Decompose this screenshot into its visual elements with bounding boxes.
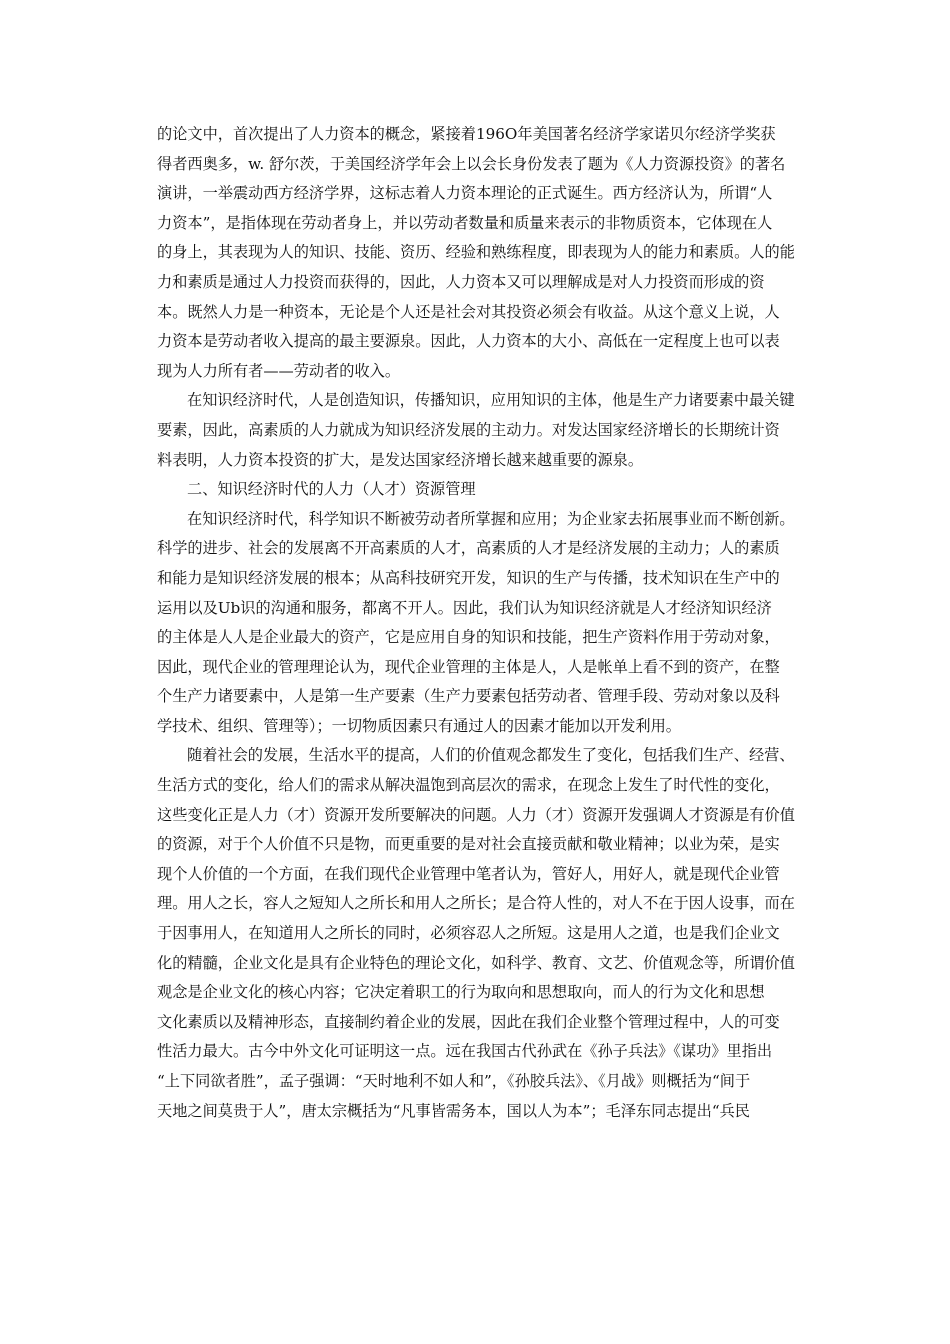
text-line: 力资本”，是指体现在劳动者身上，并以劳动者数量和质量来表示的非物质资本，它体现在人 (157, 213, 773, 232)
body-text (157, 120, 797, 1126)
text-line: 性活力最大。古今中外文化可证明这一点。远在我国古代孙武在《孙子兵法》《谋功》里指出 (157, 1042, 773, 1061)
text-line: 科学的进步、社会的发展离不开高素质的人才，高素质的人才是经济发展的主动力；人的素质 (157, 539, 780, 558)
text-line: 演讲，一举震动西方经济学界，这标志着人力资本理论的正式诞生。西方经济认为，所谓“人 (157, 184, 773, 203)
text-line: 生活方式的变化，给人们的需求从解决温饱到高层次的需求，在现念上发生了时代性的变化， (157, 776, 780, 795)
text-line: 天地之间莫贵于人”，唐太宗概括为“凡事皆需务本，国以人为本”；毛泽东同志提出“兵民 (157, 1101, 750, 1120)
text-line: 理。用人之长，容人之短知人之所长和用人之所长；是合符人性的，对人不在于因人设事，而在 (157, 894, 795, 913)
text-line: 这些变化正是人力（才）资源开发所要解决的问题。人力（才）资源开发强调人才资源是有价值 (157, 805, 795, 824)
text-line: 观念是企业文化的核心内容；它决定着职工的行为取向和思想取向，而人的行为文化和思想 (157, 983, 765, 1002)
text-line: 的主体是人人是企业最大的资产，它是应用自身的知识和技能，把生产资料作用于劳动对象， (157, 628, 780, 647)
text-line: 现为人力所有者——劳动者的收入。 (157, 361, 400, 380)
text-line: 个生产力诸要素中，人是第一生产要素（生产力要素包括劳动者、管理手段、劳动对象以及科 (157, 687, 780, 706)
text-line: 因此，现代企业的管理理论认为，现代企业管理的主体是人，人是帐单上看不到的资产，在整 (157, 657, 780, 676)
text-line: 和能力是知识经济发展的根本；从高科技研究开发，知识的生产与传播，技术知识在生产中的 (157, 568, 780, 587)
text-line: “上下同欲者胜”，孟子强调：“天时地利不如人和”，《孙胶兵法》、《月战》则概括为“间于 (157, 1072, 751, 1090)
text-line: 运用以及Ub识的沟通和服务，都离不开人。因此，我们认为知识经济就是人才经济知识经济 (157, 598, 772, 617)
text-line: 现个人价值的一个方面，在我们现代企业管理中笔者认为，管好人，用好人，就是现代企业管 (157, 864, 780, 883)
paragraph-first-line: 二、知识经济时代的人力（人才）资源管理 (187, 480, 476, 499)
text-line: 文化素质以及精神形态，直接制约着企业的发展，因此在我们企业整个管理过程中，人的可变 (157, 1012, 780, 1031)
text-line: 的资源，对于个人价值不只是物，而更重要的是对社会直接贡献和敬业精神；以业为荣，是实 (157, 835, 780, 854)
text-line: 本。既然人力是一种资本，无论是个人还是社会对其投资必须会有收益。从这个意义上说，人 (157, 302, 780, 321)
text-line: 学技术、组织、管理等）；一切物质因素只有通过人的因素才能加以开发利用。 (157, 716, 681, 735)
text-line: 力和素质是通过人力投资而获得的，因此，人力资本又可以理解成是对人力投资而形成的资 (157, 272, 765, 291)
text-line: 得者西奥多，w. 舒尔茨，于美国经济学年会上以会长身份发表了题为《人力资源投资》的著名 (157, 154, 786, 173)
text-line: 于因事用人，在知道用人之所长的同时，必须容忍人之所短。这是用人之道，也是我们企业文 (157, 924, 780, 943)
text-line: 力资本是劳动者收入提高的最主要源泉。因此，人力资本的大小、高低在一定程度上也可以表 (157, 332, 780, 351)
text-line: 要素，因此，高素质的人力就成为知识经济发展的主动力。对发达国家经济增长的长期统计资 (157, 420, 780, 439)
text-line: 的身上，其表现为人的知识、技能、资历、经验和熟练程度，即表现为人的能力和素质。人的能 (157, 243, 795, 262)
text-line: 料表明，人力资本投资的扩大，是发达国家经济增长越来越重要的源泉。 (157, 450, 643, 469)
paragraph-first-line: 在知识经济时代，科学知识不断被劳动者所掌握和应用；为企业家去拓展事业而不断创新。 (187, 509, 795, 528)
paragraph-first-line: 在知识经济时代，人是创造知识，传播知识，应用知识的主体，他是生产力诸要素中最关键 (187, 391, 795, 410)
text-line: 化的精髓，企业文化是具有企业特色的理论文化，如科学、教育、文艺、价值观念等，所谓价值 (157, 953, 795, 972)
paragraph-first-line: 随着社会的发展，生活水平的提高，人们的价值观念都发生了变化，包括我们生产、经营、 (187, 746, 795, 765)
text-line: 的论文中，首次提出了人力资本的概念，紧接着196O年美国著名经济学家诺贝尔经济学奖获 (157, 125, 776, 143)
